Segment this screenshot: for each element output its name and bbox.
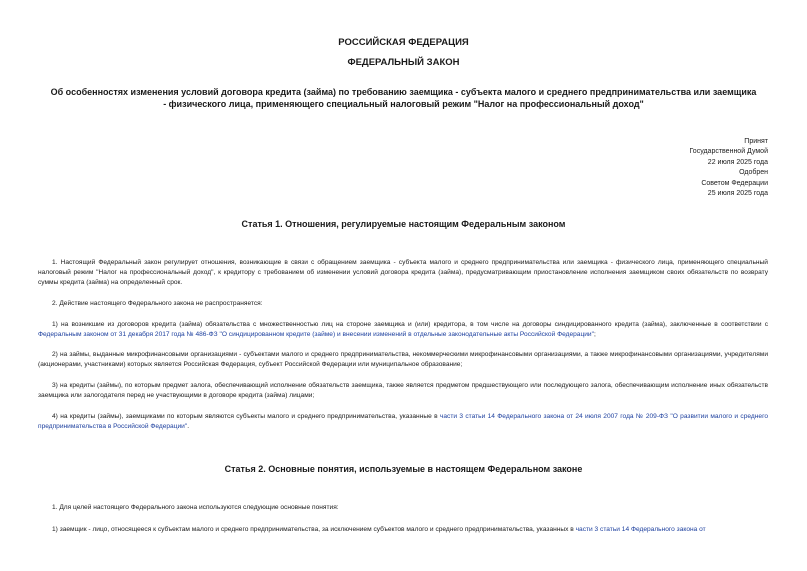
adoption-line: 22 июля 2025 года bbox=[707, 158, 768, 166]
adoption-block bbox=[568, 137, 768, 199]
adoption-line: Советом Федерации bbox=[701, 179, 768, 187]
item-1-text: 1) на возникшие из договоров кредита (займа) обязательства с множественностью лиц на стороне заемщика и (или) кредитора, в том числе на договоры синдицированного кредита (займа), заключенные в соответствии с bbox=[52, 321, 768, 328]
federal-law-486-link[interactable]: Федеральным законом от 31 декабря 2017 года № 486-ФЗ "О синдицированном кредите (займе) и внесении изменений в отдельные законодательные акты Российской Федерации" bbox=[38, 331, 594, 339]
article-2-paragraph-1: 1. Для целей настоящего Федерального закона используются следующие основные понятия: bbox=[52, 504, 339, 511]
article-1-item-2: 2) на займы, выданные микрофинансовыми организациями - субъектами малого и среднего предпринимательства, некоммерческими микрофинансовыми организациями, а также микрофинансовыми организациями, учредителями (акционерами, участниками) которых является Российская Федерация, субъект Российской Федерации или муниципальное образование; bbox=[38, 351, 768, 369]
item-1-end: ; bbox=[593, 331, 596, 339]
federal-law-209-part3-link[interactable]: части 3 статьи 14 Федерального закона от bbox=[575, 526, 706, 533]
article-1-heading: Статья 1. Отношения, регулируемые настоящим Федеральным законом bbox=[241, 219, 566, 229]
item-4-end: . bbox=[187, 423, 190, 431]
adoption-line: Государственной Думой bbox=[689, 148, 768, 156]
adoption-line: Одобрен bbox=[739, 169, 768, 177]
country-heading: РОССИЙСКАЯ ФЕДЕРАЦИЯ bbox=[338, 37, 469, 48]
article-1-paragraph-1: 1. Настоящий Федеральный закон регулирует отношения, возникающие в связи с обращением заемщика - субъекта малого и среднего предпринимательства или заемщика - физического лица, применяющего специальный налоговый режим "Налог на профессиональный доход", к кредитору с требованием об изменении условий договора кредита (займа), предусматривающим приостановление исполнения заемщиком своих обязательств по возврату суммы кредита (займа) на определенный срок. bbox=[38, 259, 768, 287]
article-1-item-3: 3) на кредиты (займы), по которым предмет залога, обеспечивающий исполнение обязательств заемщика, также является предметом предшествующего или последующего залога, обеспечивающим исполнение иных обязательств заемщика или залогодателя перед не участвующими в договоре кредита (займа) лицами; bbox=[38, 382, 768, 400]
article-2-item-1 bbox=[38, 525, 768, 535]
adoption-line: Принят bbox=[744, 138, 768, 145]
article-1-paragraph-2: 2. Действие настоящего Федерального закона не распространяется: bbox=[52, 300, 263, 307]
law-type-heading: ФЕДЕРАЛЬНЫЙ ЗАКОН bbox=[347, 57, 460, 68]
adoption-line: 25 июля 2025 года bbox=[707, 190, 768, 198]
item-1-text: 1) заемщик - лицо, относящееся к субъектам малого и среднего предпринимательства, за исключением субъектов малого и среднего предпринимательства, указанных в bbox=[52, 526, 576, 533]
article-1-item-4 bbox=[38, 412, 768, 432]
item-4-text: 4) на кредиты (займы), заемщиками по которым являются субъекты малого и среднего предпринимательства, указанные в bbox=[52, 413, 440, 420]
article-2-heading: Статья 2. Основные понятия, используемые в настоящем Федеральном законе bbox=[224, 464, 583, 474]
federal-law-209-link[interactable]: части 3 статьи 14 Федерального закона от 24 июля 2007 года № 209-ФЗ "О развитии малого и среднего предпринимательства в Российской Федерации" bbox=[38, 413, 769, 431]
law-title: Об особенностях изменения условий договора кредита (займа) по требованию заемщика - субъекта малого и среднего предпринимательства или заемщика - физического лица, применяющего специальный налоговый режим "Налог на профессиональный доход" bbox=[50, 87, 757, 109]
article-1-item-1 bbox=[38, 320, 768, 340]
